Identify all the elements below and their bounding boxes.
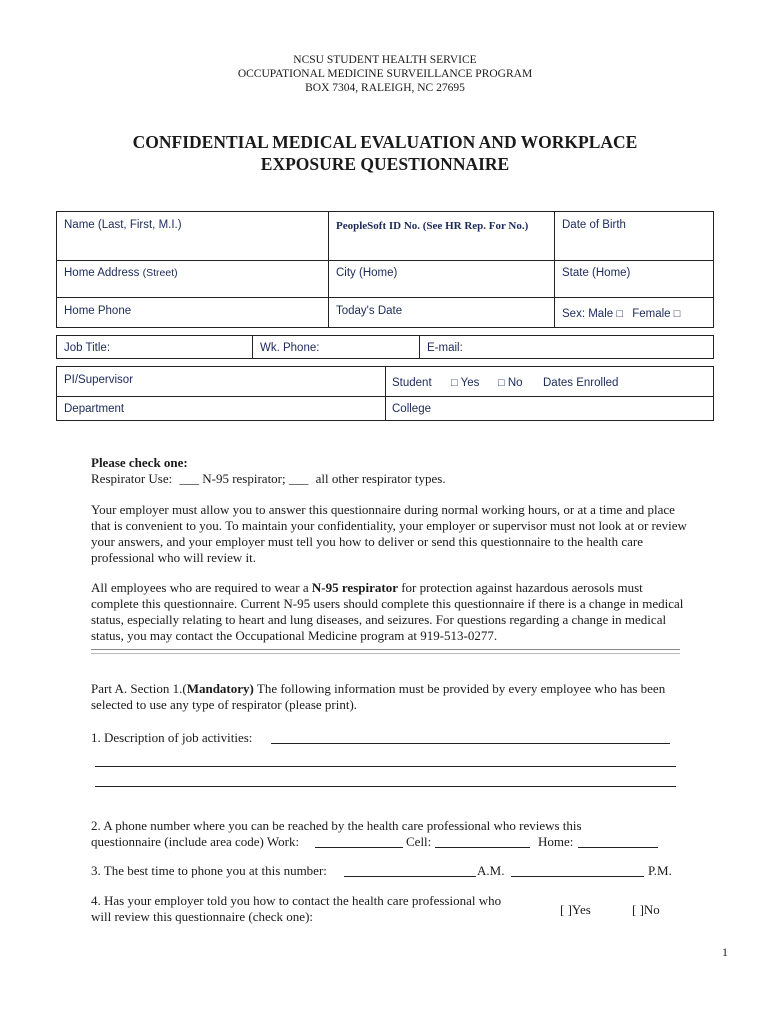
home-phone-label: Home Phone <box>64 305 132 317</box>
home-label: Home: <box>538 834 574 849</box>
home-address-text: Home Address <box>64 267 140 279</box>
pm-label: P.M. <box>648 863 672 878</box>
other-blank[interactable]: ___ <box>288 471 309 486</box>
q2-line-1: 2. A phone number where you can be reached by the health care professional who reviews this <box>91 818 582 833</box>
table-divider <box>385 366 386 421</box>
q1-label: 1. Description of job activities: <box>91 730 253 745</box>
email-label: E-mail: <box>427 342 463 354</box>
page-number: 1 <box>722 945 728 959</box>
dates-enrolled-label: Dates Enrolled <box>543 377 619 389</box>
contact-info-table <box>56 335 714 359</box>
confidentiality-paragraph: Your employer must allow you to answer this questionnaire during normal working hours, or at a time and place that is convenient to you. To maintain your confidentiality, your employer or supervisor must not look at or review your answers, and your employer must tell you how to deliver or send this questionnaire to the health care professional who will review it. <box>91 502 687 565</box>
q1-answer-line-2[interactable] <box>95 766 676 767</box>
home-address-label <box>64 267 178 279</box>
student-yes-label: Yes <box>460 377 480 389</box>
q4-yes-checkbox[interactable]: [ ]Yes <box>560 902 591 917</box>
name-label: Name (Last, First, M.I.) <box>64 219 182 231</box>
q4-line-2: will review this questionnaire (check one): <box>91 909 314 924</box>
student-yes-option <box>451 377 479 389</box>
pi-supervisor-label: PI/Supervisor <box>64 374 134 386</box>
table-divider <box>56 297 714 298</box>
header-line-2: OCCUPATIONAL MEDICINE SURVEILLANCE PROGRAM <box>237 68 533 80</box>
female-label: Female <box>632 308 671 320</box>
q4-no-checkbox[interactable]: [ ]No <box>632 902 660 917</box>
part-a-mandatory: Mandatory) <box>186 681 254 696</box>
work-phone-answer-line[interactable] <box>315 847 403 848</box>
q4-line-1: 4. Has your employer told you how to contact the health care professional who <box>91 893 502 908</box>
cell-label: Cell: <box>406 834 432 849</box>
other-option-label: all other respirator types. <box>315 471 446 486</box>
student-yes-checkbox[interactable]: □ <box>451 377 458 389</box>
q1-answer-line[interactable] <box>271 743 670 744</box>
n95-paragraph-text: All employees who are required to wear a <box>91 580 312 595</box>
page-title-line-2: EXPOSURE QUESTIONNAIRE <box>260 154 510 174</box>
female-checkbox[interactable]: □ <box>673 308 681 320</box>
peoplesoft-id-label: PeopleSoft ID No. (See HR Rep. For No.) <box>336 220 529 232</box>
student-no-label: No <box>507 377 523 389</box>
table-divider <box>56 260 714 261</box>
n95-paragraph <box>91 580 691 644</box>
college-label: College <box>392 403 431 415</box>
city-label: City (Home) <box>336 267 398 279</box>
q2-line-2: questionnaire (include area code) Work: <box>91 834 300 849</box>
respirator-use-line <box>91 471 446 487</box>
table-divider <box>419 335 420 359</box>
male-checkbox[interactable]: □ <box>616 308 624 320</box>
home-answer-line[interactable] <box>578 847 658 848</box>
n95-paragraph-text-2: for protection against hazardous aerosols must complete this questionnaire. Current N-95 users should complete this questionnaire if there is a change in medical status, especially relating to heart and lung diseases, and seizures. For questions regarding a change in medical status, you may contact the Occupational Medicine program at 919-513-0277. <box>91 580 684 643</box>
student-no-checkbox[interactable]: □ <box>498 377 505 389</box>
part-a-text: Part A. Section 1.( <box>91 681 187 696</box>
check-heading: Please check one: <box>91 455 188 470</box>
section-divider <box>91 649 680 654</box>
sex-label: Sex: <box>562 308 586 320</box>
page-title-line-1: CONFIDENTIAL MEDICAL EVALUATION AND WORKPLACE <box>132 132 638 152</box>
cell-answer-line[interactable] <box>435 847 530 848</box>
job-title-label: Job Title: <box>64 342 111 354</box>
male-label: Male <box>588 308 614 320</box>
table-divider <box>328 211 329 328</box>
work-phone-label: Wk. Phone: <box>260 342 320 354</box>
q3-label: 3. The best time to phone you at this number: <box>91 863 327 878</box>
q1-answer-line-3[interactable] <box>95 786 676 787</box>
pm-answer-line[interactable] <box>511 876 644 877</box>
n95-option-label: N-95 respirator; <box>202 471 286 486</box>
table-divider <box>252 335 253 359</box>
home-address-sublabel: (Street) <box>142 267 178 279</box>
part-a-text-2: The following information must be provided by every employee who has been selected to use any type of respirator (please print). <box>91 681 666 712</box>
department-label: Department <box>64 403 125 415</box>
n95-emphasis: N-95 respirator <box>311 580 398 595</box>
am-label: A.M. <box>477 863 505 878</box>
header-line-3: BOX 7304, RALEIGH, NC 27695 <box>305 82 465 94</box>
student-label: Student <box>392 377 432 389</box>
part-a-intro <box>91 681 683 713</box>
todays-date-label: Today's Date <box>336 305 403 317</box>
sex-field <box>562 308 680 320</box>
n95-blank[interactable]: ___ <box>179 471 199 486</box>
date-of-birth-label: Date of Birth <box>562 219 626 231</box>
student-no-option <box>498 377 523 389</box>
header-line-1: NCSU STUDENT HEALTH SERVICE <box>293 54 477 66</box>
table-divider <box>554 211 555 328</box>
respirator-use-label: Respirator Use: <box>91 471 173 486</box>
state-label: State (Home) <box>562 267 631 279</box>
am-answer-line[interactable] <box>344 876 476 877</box>
